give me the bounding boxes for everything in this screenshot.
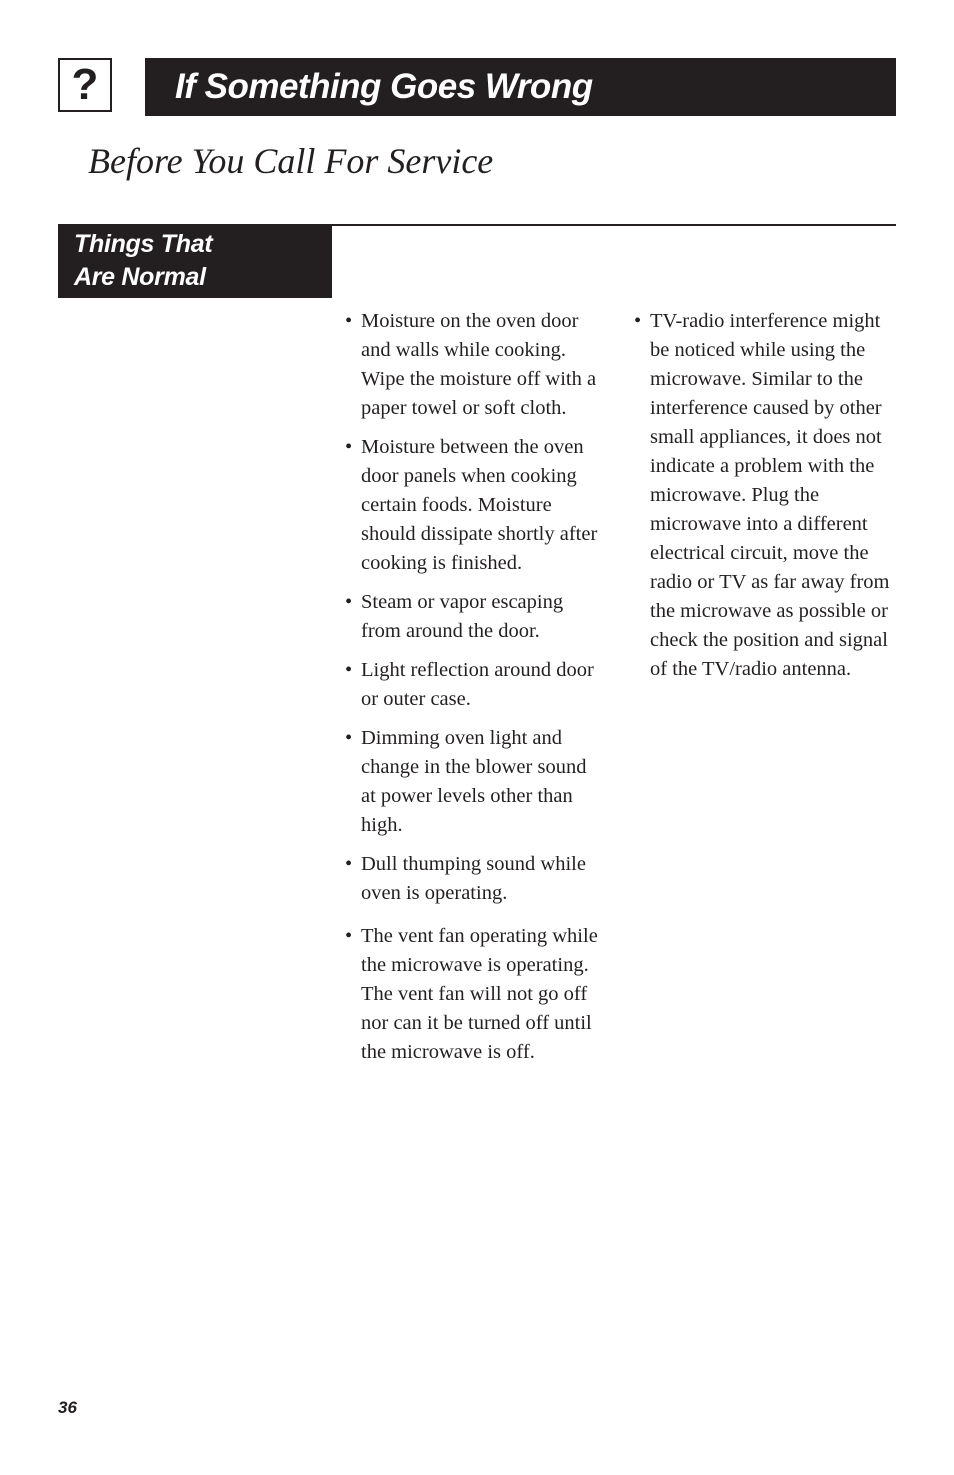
list-item-text: Steam or vapor escaping from around the door.: [361, 591, 564, 642]
bullet-icon: •: [345, 659, 353, 681]
bullet-icon: •: [345, 925, 353, 947]
question-mark-icon: ?: [58, 58, 112, 112]
normal-things-list-right: [634, 307, 899, 694]
chapter-title-bar: [145, 58, 896, 116]
list-item-text: Light reflection around door or outer case.: [361, 659, 594, 710]
bullet-icon: •: [634, 310, 642, 332]
chapter-title: If Something Goes Wrong: [175, 67, 593, 106]
bullet-icon: •: [345, 591, 353, 613]
page-subtitle: Before You Call For Service: [88, 141, 494, 181]
list-item: [345, 850, 600, 908]
normal-things-list-left: [345, 307, 600, 1077]
section-label-line-2: Are Normal: [74, 263, 206, 291]
list-item-text: Dimming oven light and change in the blower sound at power levels other than high.: [361, 727, 587, 836]
page-number: 36: [58, 1398, 77, 1417]
bullet-icon: •: [345, 853, 353, 875]
section-label: [58, 224, 332, 298]
bullet-icon: •: [345, 727, 353, 749]
bullet-icon: •: [345, 436, 353, 458]
list-item: [345, 656, 600, 714]
list-item: [345, 307, 600, 423]
bullet-icon: •: [345, 310, 353, 332]
list-item-text: Moisture between the oven door panels when cooking certain foods. Moisture should dissipate shortly after cooking is finished.: [361, 436, 598, 574]
list-item-text: Dull thumping sound while oven is operating.: [361, 853, 586, 904]
list-item-text: Moisture on the oven door and walls while cooking. Wipe the moisture off with a paper towel or soft cloth.: [361, 310, 597, 419]
list-item: [634, 307, 899, 684]
list-item: [345, 588, 600, 646]
section-label-line-1: Things That: [74, 230, 213, 258]
list-item: [345, 922, 600, 1067]
list-item: [345, 433, 600, 578]
list-item-text: The vent fan operating while the microwave is operating. The vent fan will not go off nor can it be turned off until the microwave is off.: [361, 925, 598, 1063]
list-item-text: TV-radio interference might be noticed while using the microwave. Similar to the interference caused by other small appliances, it does not indicate a problem with the microwave. Plug the microwave into a different electrical circuit, move the radio or TV as far away from the microwave as possible or check the position and signal of the TV/radio antenna.: [650, 310, 890, 680]
list-item: [345, 724, 600, 840]
